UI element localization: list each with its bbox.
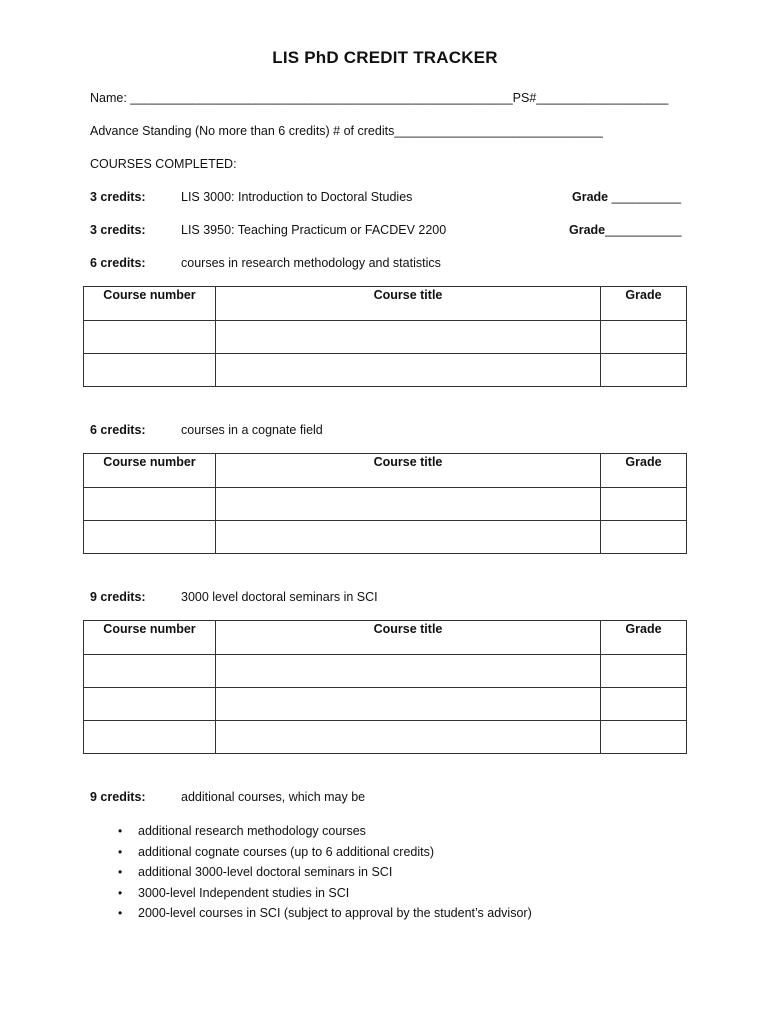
course-title-cell[interactable] <box>216 488 601 521</box>
list-item <box>118 842 532 863</box>
table-row <box>84 321 687 354</box>
list-item <box>118 903 532 924</box>
course-title-cell[interactable] <box>216 721 601 754</box>
bullet-icon: • <box>118 865 123 880</box>
grade-cell[interactable] <box>601 721 687 754</box>
course-number-cell[interactable] <box>84 688 216 721</box>
bullet-icon: • <box>118 906 123 921</box>
section-description: 3000 level doctoral seminars in SCI <box>181 590 378 604</box>
grade-blank[interactable]: ___________ <box>605 223 682 237</box>
table-row <box>84 721 687 754</box>
grade-cell[interactable] <box>601 488 687 521</box>
grade-cell[interactable] <box>601 655 687 688</box>
credits-label: 9 credits: <box>90 590 146 604</box>
grade-cell[interactable] <box>601 321 687 354</box>
table-row <box>84 354 687 387</box>
grade-cell[interactable] <box>601 354 687 387</box>
research-methodology-table <box>83 286 687 387</box>
course-title-cell[interactable] <box>216 688 601 721</box>
course-description: LIS 3950: Teaching Practicum or FACDEV 2200 <box>181 223 447 237</box>
courses-completed-heading: COURSES COMPLETED: <box>90 157 237 171</box>
list-item-text: 3000-level Independent studies in SCI <box>138 885 350 900</box>
grade-field[interactable] <box>572 190 681 204</box>
course-title-cell[interactable] <box>216 521 601 554</box>
grade-label: Grade <box>572 190 609 204</box>
page-title: LIS PhD CREDIT TRACKER <box>272 48 498 67</box>
bullet-icon: • <box>118 824 123 838</box>
table-row <box>84 521 687 554</box>
grade-cell[interactable] <box>601 688 687 721</box>
course-title-cell[interactable] <box>216 655 601 688</box>
name-ps-line[interactable]: Name: _______________________________________________________PS#___________________ <box>90 91 669 105</box>
list-item <box>118 821 532 842</box>
section-description: courses in research methodology and statistics <box>181 256 441 270</box>
list-item <box>118 862 532 883</box>
credits-label: 9 credits: <box>90 790 146 804</box>
doctoral-seminars-table <box>83 620 687 754</box>
col-course-title: Course title <box>216 454 601 488</box>
table-header-row <box>84 454 687 488</box>
course-title-cell[interactable] <box>216 321 601 354</box>
list-item-text: additional cognate courses (up to 6 additional credits) <box>138 844 435 859</box>
grade-cell[interactable] <box>601 521 687 554</box>
course-number-cell[interactable] <box>84 354 216 387</box>
bullet-icon: • <box>118 844 123 859</box>
course-number-cell[interactable] <box>84 521 216 554</box>
course-number-cell[interactable] <box>84 488 216 521</box>
bullet-icon: • <box>118 885 123 900</box>
col-course-number: Course number <box>84 621 216 655</box>
table-header-row <box>84 287 687 321</box>
course-number-cell[interactable] <box>84 655 216 688</box>
credits-label: 3 credits: <box>90 190 146 204</box>
advance-standing-line[interactable]: Advance Standing (No more than 6 credits) # of credits______________________________ <box>90 124 603 138</box>
course-number-cell[interactable] <box>84 321 216 354</box>
col-course-title: Course title <box>216 287 601 321</box>
list-item <box>118 883 532 904</box>
credits-label: 3 credits: <box>90 223 146 237</box>
grade-blank[interactable]: __________ <box>608 190 682 204</box>
list-item-text: 2000-level courses in SCI (subject to approval by the student’s advisor) <box>138 906 532 921</box>
cognate-field-table <box>83 453 687 554</box>
section-description: courses in a cognate field <box>181 423 323 437</box>
col-course-title: Course title <box>216 621 601 655</box>
table-row <box>84 688 687 721</box>
col-grade: Grade <box>601 454 687 488</box>
course-number-cell[interactable] <box>84 721 216 754</box>
list-item-text: additional research methodology courses <box>138 824 366 838</box>
grade-field[interactable] <box>569 223 682 237</box>
col-grade: Grade <box>601 287 687 321</box>
credits-label: 6 credits: <box>90 256 146 270</box>
list-item-text: additional 3000-level doctoral seminars in SCI <box>138 865 393 880</box>
course-description: LIS 3000: Introduction to Doctoral Studies <box>181 190 413 204</box>
col-course-number: Course number <box>84 287 216 321</box>
table-row <box>84 655 687 688</box>
section-description: additional courses, which may be <box>181 790 366 804</box>
credits-label: 6 credits: <box>90 423 146 437</box>
course-title-cell[interactable] <box>216 354 601 387</box>
col-course-number: Course number <box>84 454 216 488</box>
additional-options-list <box>90 821 532 924</box>
table-header-row <box>84 621 687 655</box>
grade-label: Grade <box>569 223 606 237</box>
col-grade: Grade <box>601 621 687 655</box>
table-row <box>84 488 687 521</box>
